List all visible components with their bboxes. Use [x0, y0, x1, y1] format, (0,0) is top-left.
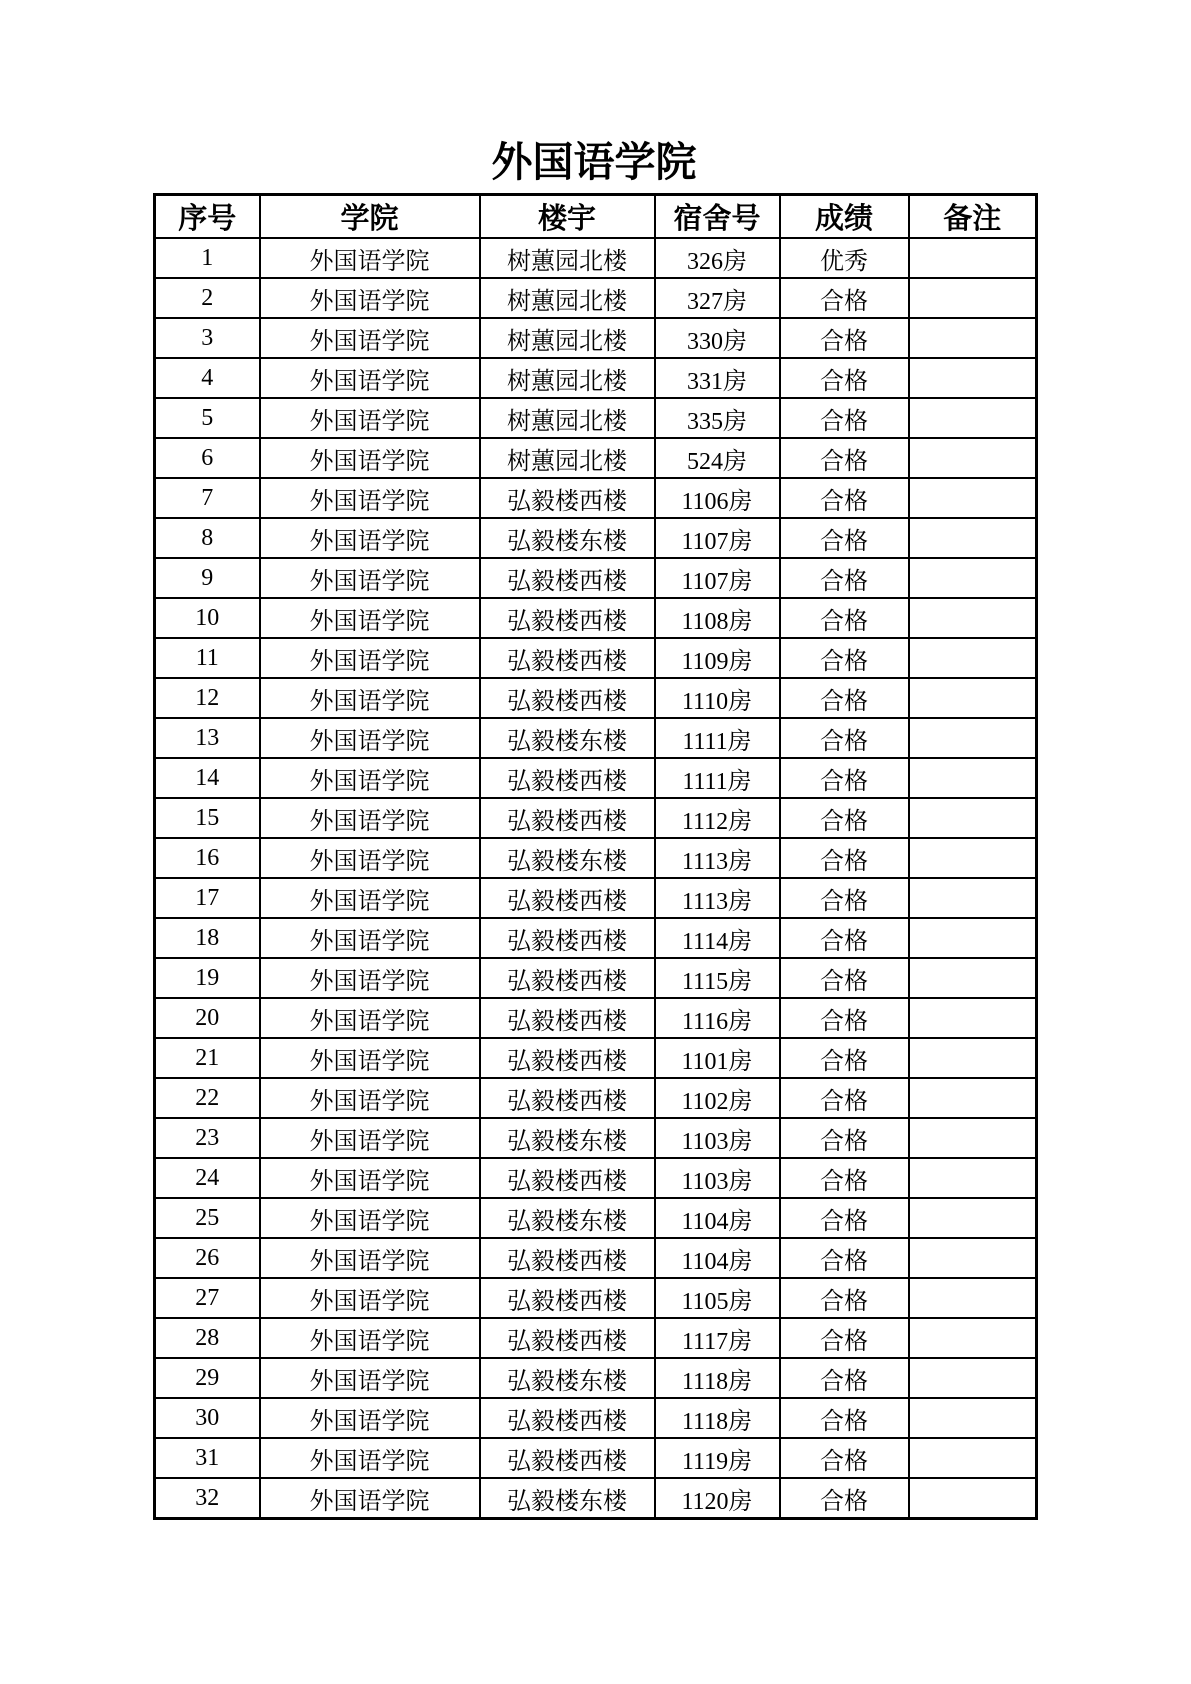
remark-cell [909, 1158, 1037, 1198]
college-cell: 外国语学院 [260, 918, 480, 958]
table-body [155, 238, 1037, 1519]
remark-cell [909, 838, 1037, 878]
remark-cell [909, 638, 1037, 678]
serial-cell: 18 [155, 918, 260, 958]
building-cell: 弘毅楼西楼 [480, 878, 655, 918]
grade-cell: 合格 [780, 838, 909, 878]
grade-cell: 合格 [780, 278, 909, 318]
table-row [155, 1238, 1037, 1278]
college-cell: 外国语学院 [260, 278, 480, 318]
serial-cell: 8 [155, 518, 260, 558]
building-cell: 弘毅楼西楼 [480, 1278, 655, 1318]
room-cell: 330房 [655, 318, 780, 358]
building-cell: 弘毅楼西楼 [480, 558, 655, 598]
serial-cell: 1 [155, 238, 260, 278]
grade-cell: 合格 [780, 1398, 909, 1438]
grade-cell: 合格 [780, 758, 909, 798]
building-cell: 弘毅楼西楼 [480, 758, 655, 798]
remark-cell [909, 238, 1037, 278]
table-row [155, 238, 1037, 278]
building-cell: 弘毅楼东楼 [480, 1478, 655, 1519]
serial-cell: 32 [155, 1478, 260, 1519]
remark-cell [909, 1318, 1037, 1358]
table-row [155, 1478, 1037, 1519]
building-cell: 弘毅楼西楼 [480, 1238, 655, 1278]
serial-cell: 9 [155, 558, 260, 598]
remark-cell [909, 718, 1037, 758]
table-row [155, 358, 1037, 398]
college-cell: 外国语学院 [260, 518, 480, 558]
grade-cell: 合格 [780, 1038, 909, 1078]
college-cell: 外国语学院 [260, 638, 480, 678]
table-row [155, 718, 1037, 758]
serial-cell: 30 [155, 1398, 260, 1438]
serial-cell: 25 [155, 1198, 260, 1238]
table-row [155, 1278, 1037, 1318]
table-row [155, 1318, 1037, 1358]
college-cell: 外国语学院 [260, 238, 480, 278]
college-cell: 外国语学院 [260, 998, 480, 1038]
serial-cell: 29 [155, 1358, 260, 1398]
remark-cell [909, 558, 1037, 598]
college-cell: 外国语学院 [260, 838, 480, 878]
college-cell: 外国语学院 [260, 1078, 480, 1118]
serial-cell: 21 [155, 1038, 260, 1078]
building-cell: 弘毅楼西楼 [480, 1038, 655, 1078]
college-cell: 外国语学院 [260, 1398, 480, 1438]
room-cell: 1119房 [655, 1438, 780, 1478]
building-cell: 弘毅楼东楼 [480, 1198, 655, 1238]
remark-cell [909, 1118, 1037, 1158]
building-cell: 弘毅楼东楼 [480, 1358, 655, 1398]
serial-cell: 11 [155, 638, 260, 678]
building-cell: 树蕙园北楼 [480, 278, 655, 318]
college-cell: 外国语学院 [260, 1238, 480, 1278]
room-cell: 1118房 [655, 1398, 780, 1438]
grade-cell: 合格 [780, 518, 909, 558]
room-cell: 1108房 [655, 598, 780, 638]
table-row [155, 1118, 1037, 1158]
room-cell: 524房 [655, 438, 780, 478]
column-header-room: 宿舍号 [655, 195, 780, 239]
grade-cell: 合格 [780, 318, 909, 358]
building-cell: 弘毅楼西楼 [480, 478, 655, 518]
table-row [155, 1158, 1037, 1198]
serial-cell: 24 [155, 1158, 260, 1198]
room-cell: 1115房 [655, 958, 780, 998]
college-cell: 外国语学院 [260, 1278, 480, 1318]
remark-cell [909, 1038, 1037, 1078]
room-cell: 1117房 [655, 1318, 780, 1358]
grade-cell: 合格 [780, 958, 909, 998]
room-cell: 1103房 [655, 1118, 780, 1158]
grade-cell: 合格 [780, 1238, 909, 1278]
room-cell: 1105房 [655, 1278, 780, 1318]
college-cell: 外国语学院 [260, 1158, 480, 1198]
building-cell: 弘毅楼西楼 [480, 638, 655, 678]
serial-cell: 2 [155, 278, 260, 318]
grade-cell: 合格 [780, 1278, 909, 1318]
remark-cell [909, 478, 1037, 518]
college-cell: 外国语学院 [260, 358, 480, 398]
remark-cell [909, 1358, 1037, 1398]
room-cell: 1104房 [655, 1198, 780, 1238]
building-cell: 树蕙园北楼 [480, 438, 655, 478]
grade-cell: 合格 [780, 438, 909, 478]
building-cell: 弘毅楼西楼 [480, 1318, 655, 1358]
table-row [155, 878, 1037, 918]
college-cell: 外国语学院 [260, 958, 480, 998]
grade-cell: 合格 [780, 1078, 909, 1118]
room-cell: 1111房 [655, 758, 780, 798]
table-row [155, 678, 1037, 718]
building-cell: 树蕙园北楼 [480, 358, 655, 398]
serial-cell: 19 [155, 958, 260, 998]
table-row [155, 798, 1037, 838]
building-cell: 弘毅楼西楼 [480, 918, 655, 958]
table-row [155, 518, 1037, 558]
room-cell: 1104房 [655, 1238, 780, 1278]
serial-cell: 14 [155, 758, 260, 798]
table-row [155, 1358, 1037, 1398]
table-row [155, 558, 1037, 598]
grade-cell: 合格 [780, 998, 909, 1038]
serial-cell: 26 [155, 1238, 260, 1278]
room-cell: 1110房 [655, 678, 780, 718]
serial-cell: 3 [155, 318, 260, 358]
remark-cell [909, 678, 1037, 718]
page-content [153, 140, 1035, 1520]
grade-cell: 合格 [780, 718, 909, 758]
room-cell: 1101房 [655, 1038, 780, 1078]
column-header-building: 楼宇 [480, 195, 655, 239]
room-cell: 1120房 [655, 1478, 780, 1519]
table-row [155, 1198, 1037, 1238]
remark-cell [909, 958, 1037, 998]
table-row [155, 598, 1037, 638]
page-title: 外国语学院 [491, 139, 697, 185]
table-row [155, 838, 1037, 878]
grade-cell: 合格 [780, 398, 909, 438]
remark-cell [909, 278, 1037, 318]
table-row [155, 998, 1037, 1038]
serial-cell: 15 [155, 798, 260, 838]
remark-cell [909, 1438, 1037, 1478]
room-cell: 1111房 [655, 718, 780, 758]
grade-cell: 合格 [780, 1318, 909, 1358]
room-cell: 1112房 [655, 798, 780, 838]
grade-cell: 合格 [780, 478, 909, 518]
building-cell: 弘毅楼西楼 [480, 1078, 655, 1118]
building-cell: 弘毅楼东楼 [480, 1118, 655, 1158]
grade-cell: 合格 [780, 798, 909, 838]
remark-cell [909, 598, 1037, 638]
serial-cell: 23 [155, 1118, 260, 1158]
grade-cell: 合格 [780, 638, 909, 678]
college-cell: 外国语学院 [260, 318, 480, 358]
building-cell: 弘毅楼西楼 [480, 798, 655, 838]
college-cell: 外国语学院 [260, 1358, 480, 1398]
building-cell: 树蕙园北楼 [480, 238, 655, 278]
table-row [155, 758, 1037, 798]
remark-cell [909, 998, 1037, 1038]
table-row [155, 438, 1037, 478]
college-cell: 外国语学院 [260, 598, 480, 638]
building-cell: 弘毅楼东楼 [480, 518, 655, 558]
building-cell: 弘毅楼西楼 [480, 1398, 655, 1438]
grade-cell: 合格 [780, 678, 909, 718]
remark-cell [909, 1078, 1037, 1118]
table-row [155, 398, 1037, 438]
college-cell: 外国语学院 [260, 798, 480, 838]
room-cell: 1103房 [655, 1158, 780, 1198]
grade-cell: 合格 [780, 1198, 909, 1238]
grade-cell: 合格 [780, 558, 909, 598]
serial-cell: 31 [155, 1438, 260, 1478]
serial-cell: 6 [155, 438, 260, 478]
building-cell: 弘毅楼西楼 [480, 1438, 655, 1478]
table-row [155, 478, 1037, 518]
grade-cell: 合格 [780, 918, 909, 958]
college-cell: 外国语学院 [260, 1038, 480, 1078]
grade-cell: 合格 [780, 598, 909, 638]
room-cell: 1113房 [655, 838, 780, 878]
grade-cell: 合格 [780, 1118, 909, 1158]
building-cell: 树蕙园北楼 [480, 318, 655, 358]
table-row [155, 278, 1037, 318]
column-header-grade: 成绩 [780, 195, 909, 239]
room-cell: 1107房 [655, 518, 780, 558]
remark-cell [909, 1278, 1037, 1318]
table-row [155, 318, 1037, 358]
building-cell: 树蕙园北楼 [480, 398, 655, 438]
grade-cell: 优秀 [780, 238, 909, 278]
serial-cell: 22 [155, 1078, 260, 1118]
building-cell: 弘毅楼西楼 [480, 1158, 655, 1198]
grade-cell: 合格 [780, 1358, 909, 1398]
college-cell: 外国语学院 [260, 398, 480, 438]
column-header-college: 学院 [260, 195, 480, 239]
remark-cell [909, 318, 1037, 358]
remark-cell [909, 1398, 1037, 1438]
table-row [155, 918, 1037, 958]
college-cell: 外国语学院 [260, 718, 480, 758]
table-row [155, 1038, 1037, 1078]
room-cell: 335房 [655, 398, 780, 438]
remark-cell [909, 798, 1037, 838]
serial-cell: 27 [155, 1278, 260, 1318]
grade-cell: 合格 [780, 1478, 909, 1519]
room-cell: 1113房 [655, 878, 780, 918]
building-cell: 弘毅楼西楼 [480, 958, 655, 998]
serial-cell: 16 [155, 838, 260, 878]
room-cell: 1118房 [655, 1358, 780, 1398]
building-cell: 弘毅楼西楼 [480, 678, 655, 718]
column-header-serial: 序号 [155, 195, 260, 239]
serial-cell: 12 [155, 678, 260, 718]
serial-cell: 7 [155, 478, 260, 518]
table-header-row [155, 195, 1037, 239]
college-cell: 外国语学院 [260, 1198, 480, 1238]
remark-cell [909, 358, 1037, 398]
remark-cell [909, 918, 1037, 958]
room-cell: 1106房 [655, 478, 780, 518]
column-header-remark: 备注 [909, 195, 1037, 239]
building-cell: 弘毅楼西楼 [480, 998, 655, 1038]
serial-cell: 4 [155, 358, 260, 398]
room-cell: 331房 [655, 358, 780, 398]
college-cell: 外国语学院 [260, 438, 480, 478]
room-cell: 1116房 [655, 998, 780, 1038]
table-row [155, 958, 1037, 998]
room-cell: 326房 [655, 238, 780, 278]
remark-cell [909, 518, 1037, 558]
grade-cell: 合格 [780, 358, 909, 398]
building-cell: 弘毅楼东楼 [480, 718, 655, 758]
room-cell: 1107房 [655, 558, 780, 598]
college-cell: 外国语学院 [260, 1438, 480, 1478]
room-cell: 1114房 [655, 918, 780, 958]
table-row [155, 1398, 1037, 1438]
college-cell: 外国语学院 [260, 878, 480, 918]
college-cell: 外国语学院 [260, 1118, 480, 1158]
serial-cell: 20 [155, 998, 260, 1038]
serial-cell: 17 [155, 878, 260, 918]
college-cell: 外国语学院 [260, 1478, 480, 1519]
grade-cell: 合格 [780, 878, 909, 918]
college-cell: 外国语学院 [260, 558, 480, 598]
remark-cell [909, 758, 1037, 798]
remark-cell [909, 398, 1037, 438]
table-row [155, 1078, 1037, 1118]
college-cell: 外国语学院 [260, 1318, 480, 1358]
serial-cell: 10 [155, 598, 260, 638]
building-cell: 弘毅楼东楼 [480, 838, 655, 878]
building-cell: 弘毅楼西楼 [480, 598, 655, 638]
grade-cell: 合格 [780, 1438, 909, 1478]
table-row [155, 638, 1037, 678]
remark-cell [909, 438, 1037, 478]
remark-cell [909, 1198, 1037, 1238]
college-cell: 外国语学院 [260, 478, 480, 518]
college-cell: 外国语学院 [260, 758, 480, 798]
remark-cell [909, 1478, 1037, 1519]
room-cell: 327房 [655, 278, 780, 318]
table-row [155, 1438, 1037, 1478]
remark-cell [909, 878, 1037, 918]
college-cell: 外国语学院 [260, 678, 480, 718]
remark-cell [909, 1238, 1037, 1278]
dorm-score-table [153, 193, 1038, 1520]
serial-cell: 28 [155, 1318, 260, 1358]
serial-cell: 13 [155, 718, 260, 758]
room-cell: 1102房 [655, 1078, 780, 1118]
room-cell: 1109房 [655, 638, 780, 678]
serial-cell: 5 [155, 398, 260, 438]
grade-cell: 合格 [780, 1158, 909, 1198]
